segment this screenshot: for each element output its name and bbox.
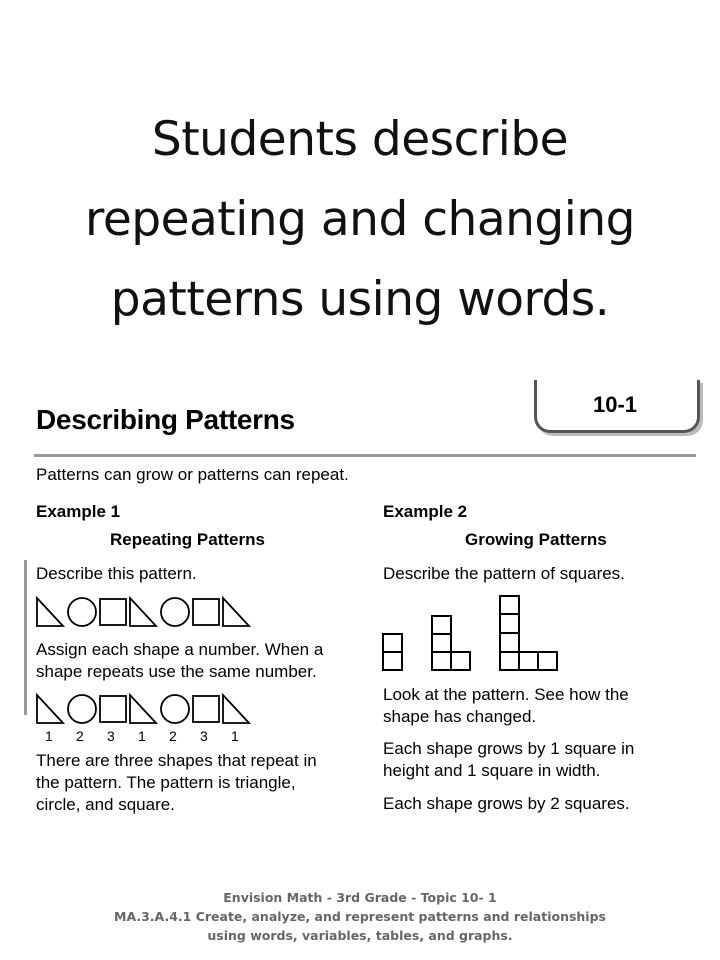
example1-assign-line: shape repeats use the same number. — [36, 662, 317, 681]
example1-label: Example 1 — [36, 502, 121, 521]
circle-icon — [161, 695, 189, 723]
triangle-icon — [37, 695, 63, 723]
example2-subtitle: Growing Patterns — [465, 530, 607, 549]
worksheet-heading: Describing Patterns — [36, 404, 295, 435]
shape-number: 3 — [107, 728, 115, 744]
triangle-icon — [223, 695, 249, 723]
example2-label: Example 2 — [383, 502, 468, 521]
left-margin-bar — [24, 560, 27, 715]
triangle-icon — [130, 598, 156, 626]
example2-observation-line: shape has changed. — [383, 707, 537, 726]
example1-subtitle: Repeating Patterns — [110, 530, 265, 549]
shape-number: 1 — [138, 728, 146, 744]
slide-title-line: Students describe — [151, 112, 569, 167]
circle-icon — [161, 598, 189, 626]
example1-conclusion-line: circle, and square. — [36, 795, 175, 814]
intro-text: Patterns can grow or patterns can repeat. — [36, 465, 349, 484]
shape-pattern-row — [36, 596, 256, 628]
shape-number: 1 — [45, 728, 53, 744]
example2-summary: Each shape grows by 2 squares. — [383, 794, 630, 813]
example1-assign-line: Assign each shape a number. When a — [36, 640, 324, 659]
example2-growth-line: height and 1 square in width. — [383, 761, 601, 780]
lesson-number: 10-1 — [593, 392, 638, 417]
footer-line: MA.3.A.4.1 Create, analyze, and represent patterns and relationships — [114, 909, 606, 924]
example1-prompt: Describe this pattern. — [36, 564, 197, 583]
triangle-icon — [223, 598, 249, 626]
square-icon — [100, 696, 126, 722]
example1-conclusion-line: There are three shapes that repeat in — [36, 751, 317, 770]
triangle-icon — [37, 598, 63, 626]
slide-title-line: patterns using words. — [110, 272, 610, 327]
example2-growth-line: Each shape grows by 1 square in — [383, 739, 635, 758]
footer-line: using words, variables, tables, and graphs. — [207, 928, 513, 943]
circle-icon — [68, 598, 96, 626]
square-icon — [100, 599, 126, 625]
shape-number: 3 — [200, 728, 208, 744]
example1-conclusion-line: the pattern. The pattern is triangle, — [36, 773, 296, 792]
heading-divider — [34, 454, 696, 457]
growing-squares-figure — [383, 594, 563, 674]
lesson-tab — [534, 380, 700, 433]
slide-title-line: repeating and changing — [85, 192, 635, 247]
example2-prompt: Describe the pattern of squares. — [383, 564, 625, 583]
shape-number: 1 — [231, 728, 239, 744]
slide-title — [0, 100, 720, 340]
worksheet-image — [22, 380, 698, 820]
shape-number: 2 — [76, 728, 84, 744]
triangle-icon — [130, 695, 156, 723]
square-icon — [193, 599, 219, 625]
square-icon — [193, 696, 219, 722]
circle-icon — [68, 695, 96, 723]
footer-line: Envision Math - 3rd Grade - Topic 10- 1 — [223, 890, 497, 905]
example2-observation-line: Look at the pattern. See how the — [383, 685, 629, 704]
shape-number: 2 — [169, 728, 177, 744]
slide-footer — [0, 888, 720, 945]
numbered-shape-row — [36, 693, 256, 725]
